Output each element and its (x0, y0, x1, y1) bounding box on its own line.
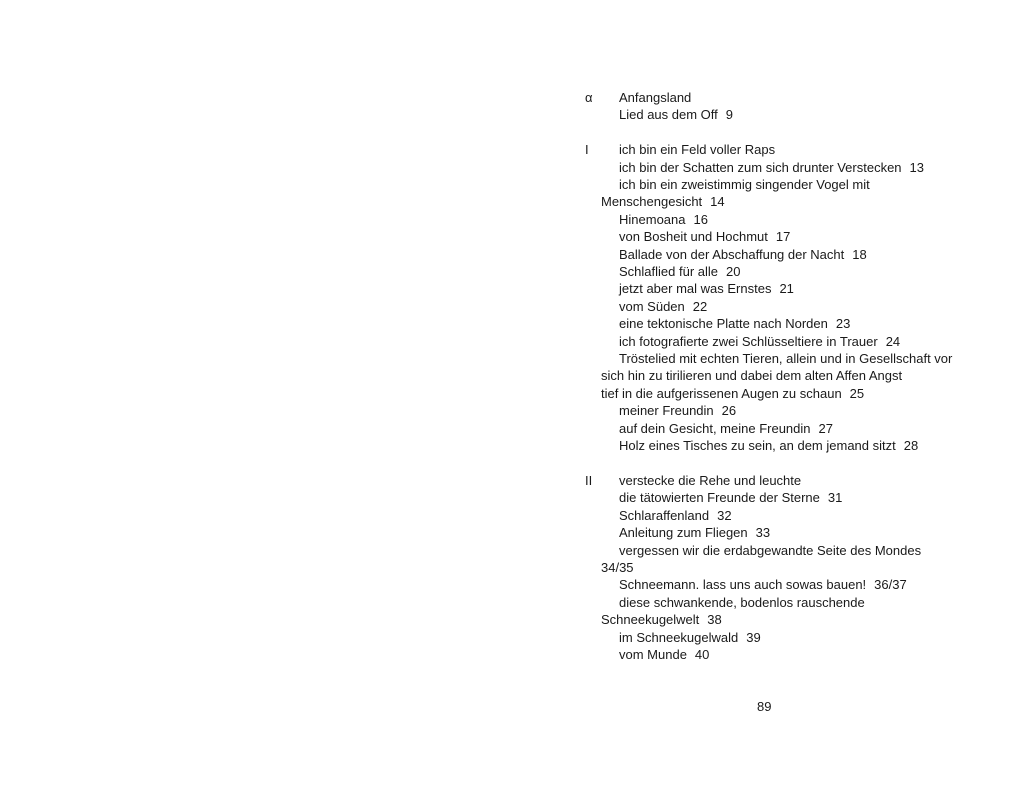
toc-entry (585, 211, 965, 228)
entry-title-continued: Menschengesicht (601, 194, 703, 210)
entry-title-continued: sich hin zu tirilieren und dabei dem alten Affen Angst (601, 368, 903, 384)
toc-entry (585, 629, 965, 646)
entry-title: Tröstelied mit echten Tieren, allein und in Gesellschaft vor (619, 351, 953, 367)
section-title: ich bin ein Feld voller Raps (619, 142, 776, 158)
toc-entry (585, 106, 965, 123)
entry-title: im Schneekugelwald (619, 629, 739, 645)
entry-page: 22 (692, 298, 708, 314)
entry-page: 17 (775, 229, 791, 245)
entry-page: 34/35 (601, 559, 634, 575)
toc-entry (585, 402, 965, 419)
toc-section-two (585, 472, 965, 663)
entry-page: 14 (710, 194, 725, 210)
entry-title: Schlaraffenland (619, 507, 710, 523)
toc-entry (585, 524, 965, 541)
entry-page: 23 (835, 316, 851, 332)
page-number: 89 (757, 699, 772, 714)
toc-entry (585, 298, 965, 315)
entry-title: jetzt aber mal was Ernstes (619, 281, 772, 297)
entry-title: eine tektonische Platte nach Norden (619, 316, 828, 332)
toc-entry (585, 350, 965, 367)
entry-page: 20 (726, 264, 741, 280)
entry-page: 38 (707, 612, 722, 628)
toc-entry (585, 246, 965, 263)
section-heading (585, 141, 965, 158)
toc-section-alpha (585, 89, 965, 124)
section-title: Anfangsland (619, 90, 692, 105)
entry-title: diese schwankende, bodenlos rauschende (619, 594, 865, 610)
entry-title: Schneemann. lass uns auch sowas bauen! (619, 577, 867, 593)
toc-entry (585, 280, 965, 297)
toc-entry-continuation (585, 193, 965, 210)
entry-page: 25 (849, 385, 865, 401)
entry-title: auf dein Gesicht, meine Freundin (619, 420, 811, 436)
entry-title: ich bin der Schatten zum sich drunter Verstecken (619, 159, 902, 175)
section-numeral: α (585, 90, 593, 105)
entry-title-continued: Schneekugelwelt (601, 612, 700, 628)
toc-entry (585, 437, 965, 454)
toc-section-one (585, 141, 965, 454)
entry-title: Schlaflied für alle (619, 264, 718, 280)
entry-page: 9 (725, 107, 733, 123)
toc-entry (585, 263, 965, 280)
entry-page: 39 (746, 629, 761, 645)
entry-title: vom Munde (619, 646, 687, 662)
entry-title-continued: tief in die aufgerissenen Augen zu schaun (601, 385, 842, 401)
entry-page: 33 (755, 525, 771, 541)
entry-title: Ballade von der Abschaffung der Nacht (619, 246, 845, 262)
entry-page: 16 (693, 211, 708, 227)
entry-page: 40 (694, 646, 710, 662)
entry-title: Anleitung zum Fliegen (619, 525, 748, 541)
toc-entry (585, 420, 965, 437)
entry-title: die tätowierten Freunde der Sterne (619, 490, 820, 506)
section-numeral: I (585, 142, 589, 158)
entry-title: vom Süden (619, 298, 685, 314)
toc-entry (585, 489, 965, 506)
entry-title: ich bin ein zweistimmig singender Vogel mit (619, 177, 870, 193)
section-title: verstecke die Rehe und leuchte (619, 472, 802, 488)
section-heading (585, 89, 965, 106)
entry-title: vergessen wir die erdabgewandte Seite des Mondes (619, 542, 922, 558)
section-heading (585, 472, 965, 489)
toc-entry (585, 507, 965, 524)
toc-entry (585, 315, 965, 332)
toc-entry (585, 542, 965, 559)
entry-page: 31 (827, 490, 843, 506)
toc-entry-continuation (585, 385, 965, 402)
toc-entry (585, 646, 965, 663)
toc-entry-continuation (585, 367, 965, 384)
entry-page: 18 (852, 246, 867, 262)
entry-title: ich fotografierte zwei Schlüsseltiere in Trauer (619, 333, 878, 349)
entry-title: von Bosheit und Hochmut (619, 229, 768, 245)
toc-entry (585, 159, 965, 176)
table-of-contents (585, 89, 965, 681)
toc-entry (585, 228, 965, 245)
toc-entry-continuation (585, 559, 965, 576)
section-numeral: II (585, 472, 593, 488)
toc-entry (585, 576, 965, 593)
entry-page: 28 (903, 438, 919, 454)
entry-page: 36/37 (874, 577, 907, 593)
toc-entry (585, 176, 965, 193)
toc-entry (585, 594, 965, 611)
entry-page: 26 (721, 403, 737, 419)
entry-title: meiner Freundin (619, 403, 714, 419)
toc-entry-continuation (585, 611, 965, 628)
entry-page: 24 (885, 333, 901, 349)
entry-page: 13 (909, 159, 925, 175)
entry-title: Hinemoana (619, 211, 686, 227)
entry-page: 32 (717, 507, 732, 523)
entry-page: 27 (818, 420, 833, 436)
entry-title: Lied aus dem Off (619, 107, 718, 123)
entry-page: 21 (779, 281, 794, 297)
toc-entry (585, 333, 965, 350)
entry-title: Holz eines Tisches zu sein, an dem jemand sitzt (619, 438, 896, 454)
